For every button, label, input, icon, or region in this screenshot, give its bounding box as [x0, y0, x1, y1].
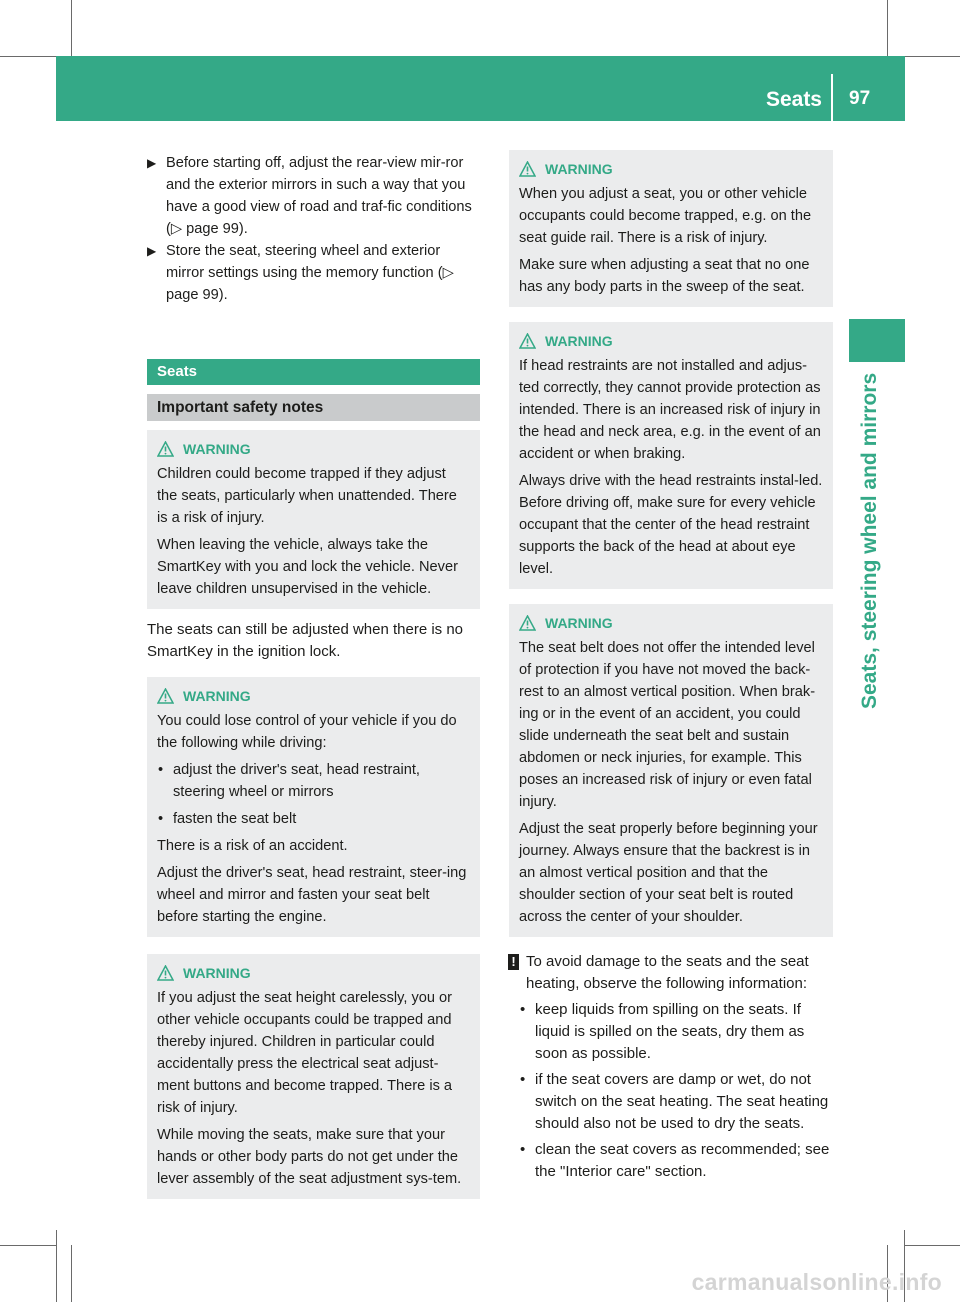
- warning-title: WARNING: [183, 441, 251, 457]
- warning-text: If head restraints are not installed and adjus-ted correctly, they cannot provide protection as intended. There is an increased risk of injury in the head and neck area, e.g. in the event of an accident or when braking.: [519, 358, 821, 462]
- warning-bullet: [157, 759, 470, 803]
- warning-box: [147, 677, 480, 937]
- warning-header: [157, 962, 470, 984]
- warning-box: [147, 430, 480, 609]
- bullet-text: fasten the seat belt: [173, 811, 297, 827]
- bullet-dot-icon: •: [158, 762, 164, 778]
- warning-header: [157, 685, 470, 707]
- warning-box: [509, 150, 833, 307]
- notice-bullet: [519, 1069, 833, 1135]
- warning-box: [509, 604, 833, 937]
- warning-header: [519, 158, 823, 180]
- instruction-text: Store the seat, steering wheel and exterior mirror settings using the memory function (▷ page 99).: [166, 243, 454, 303]
- section-heading-seats: Seats: [147, 359, 480, 385]
- warning-text: Adjust the driver's seat, head restraint, steer-ing wheel and mirror and fasten your seat belt before starting the engine.: [157, 865, 467, 925]
- left-column: [147, 152, 480, 1199]
- warning-text: There is a risk of an accident.: [157, 838, 348, 854]
- instruction-step: [147, 152, 480, 240]
- warning-text: If you adjust the seat height carelessly, you or other vehicle occupants could be trapped and thereby injured. Children in particular could accidentally press the electrical seat adjust-ment buttons and become trapped. There is a risk of injury.: [157, 990, 453, 1116]
- warning-text: The seat belt does not offer the intended level of protection if you have not moved the back-rest to an almost vertical position. When brak-ing or in the event of an accident, you could slide underneath the seat belt and sustain abdomen or neck injuries, for example. This poses an increased risk of injury or even fatal injury.: [519, 640, 816, 810]
- bullet-text: adjust the driver's seat, head restraint, steering wheel or mirrors: [173, 762, 420, 800]
- body-paragraph: The seats can still be adjusted when there is no SmartKey in the ignition lock.: [147, 621, 464, 660]
- crop-mark: [905, 1245, 960, 1246]
- warning-triangle-icon: [519, 615, 536, 631]
- instruction-step: [147, 240, 480, 306]
- crop-mark: [0, 56, 56, 57]
- warning-triangle-icon: [519, 161, 536, 177]
- warning-text: When leaving the vehicle, always take the SmartKey with you and lock the vehicle. Never leave children unsupervised in the vehicle.: [157, 537, 458, 597]
- warning-text: When you adjust a seat, you or other vehicle occupants could become trapped, e.g. on the seat guide rail. There is a risk of injury.: [519, 186, 812, 246]
- crop-mark: [887, 0, 888, 56]
- crop-mark: [71, 1245, 72, 1302]
- notice-text: To avoid damage to the seats and the seat heating, observe the following information:: [526, 953, 809, 992]
- warning-header: [519, 612, 823, 634]
- instruction-arrow-icon: ▶: [147, 244, 157, 258]
- bullet-text: keep liquids from spilling on the seats. If liquid is spilled on the seats, dry them as soon as possible.: [535, 1001, 805, 1062]
- bullet-dot-icon: •: [520, 1001, 526, 1018]
- warning-title: WARNING: [183, 965, 251, 981]
- warning-box: [509, 322, 833, 589]
- warning-text: You could lose control of your vehicle if you do the following while driving:: [157, 713, 457, 751]
- header-section-title: Seats: [765, 88, 822, 111]
- watermark-text: carmanualsonline.info: [691, 1269, 942, 1295]
- crop-mark: [0, 1245, 56, 1246]
- crop-mark: [905, 56, 960, 57]
- warning-box: [147, 954, 480, 1199]
- right-column: [509, 150, 833, 1183]
- warning-triangle-icon: [157, 688, 174, 704]
- notice-exclamation-icon: !: [508, 954, 519, 970]
- bullet-dot-icon: •: [158, 811, 164, 827]
- warning-text: Children could become trapped if they adjust the seats, particularly when unattended. There is a risk of injury.: [157, 466, 457, 526]
- page-number: 97: [849, 88, 871, 109]
- warning-title: WARNING: [545, 161, 613, 177]
- chapter-tab-marker: [849, 319, 905, 362]
- crop-mark: [56, 1230, 57, 1302]
- warning-triangle-icon: [157, 441, 174, 457]
- warning-text: Adjust the seat properly before beginning your journey. Always ensure that the backrest is in an almost vertical position and that the shoulder section of your seat belt is routed across the center of your shoulder.: [519, 821, 818, 925]
- warning-triangle-icon: [519, 333, 536, 349]
- subsection-heading-safety: Important safety notes: [147, 394, 480, 421]
- bullet-dot-icon: •: [520, 1141, 526, 1158]
- warning-header: [157, 438, 470, 460]
- notice-bullet-list: [509, 999, 833, 1183]
- warning-title: WARNING: [545, 615, 613, 631]
- chapter-side-label: Seats, steering wheel and mirrors: [858, 373, 881, 710]
- bullet-text: if the seat covers are damp or wet, do not switch on the seat heating. The seat heating should also not be used to dry the seats.: [535, 1071, 829, 1132]
- crop-mark: [71, 0, 72, 56]
- warning-bullet: [157, 808, 470, 830]
- warning-text: Make sure when adjusting a seat that no one has any body parts in the sweep of the seat.: [519, 257, 810, 295]
- notice-block: [509, 951, 833, 1183]
- notice-bullet: [519, 1139, 833, 1183]
- instruction-arrow-icon: ▶: [147, 156, 157, 170]
- warning-text: While moving the seats, make sure that your hands or other body parts do not get under the lever assembly of the seat adjustment sys-tem.: [157, 1127, 462, 1187]
- warning-title: WARNING: [183, 688, 251, 704]
- bullet-text: clean the seat covers as recommended; see the "Interior care" section.: [535, 1141, 830, 1180]
- notice-bullet: [519, 999, 833, 1065]
- warning-text: Always drive with the head restraints instal-led. Before driving off, make sure for every vehicle occupant that the center of the head restraint supports the back of the head at about eye level.: [519, 473, 823, 577]
- warning-header: [519, 330, 823, 352]
- header-divider: [831, 74, 833, 121]
- bullet-dot-icon: •: [520, 1071, 526, 1088]
- warning-title: WARNING: [545, 333, 613, 349]
- instruction-text: Before starting off, adjust the rear-view mir-ror and the exterior mirrors in such a way that you have a good view of road and traf-fic conditions (▷ page 99).: [166, 155, 472, 237]
- notice-text-row: [509, 951, 833, 995]
- warning-triangle-icon: [157, 965, 174, 981]
